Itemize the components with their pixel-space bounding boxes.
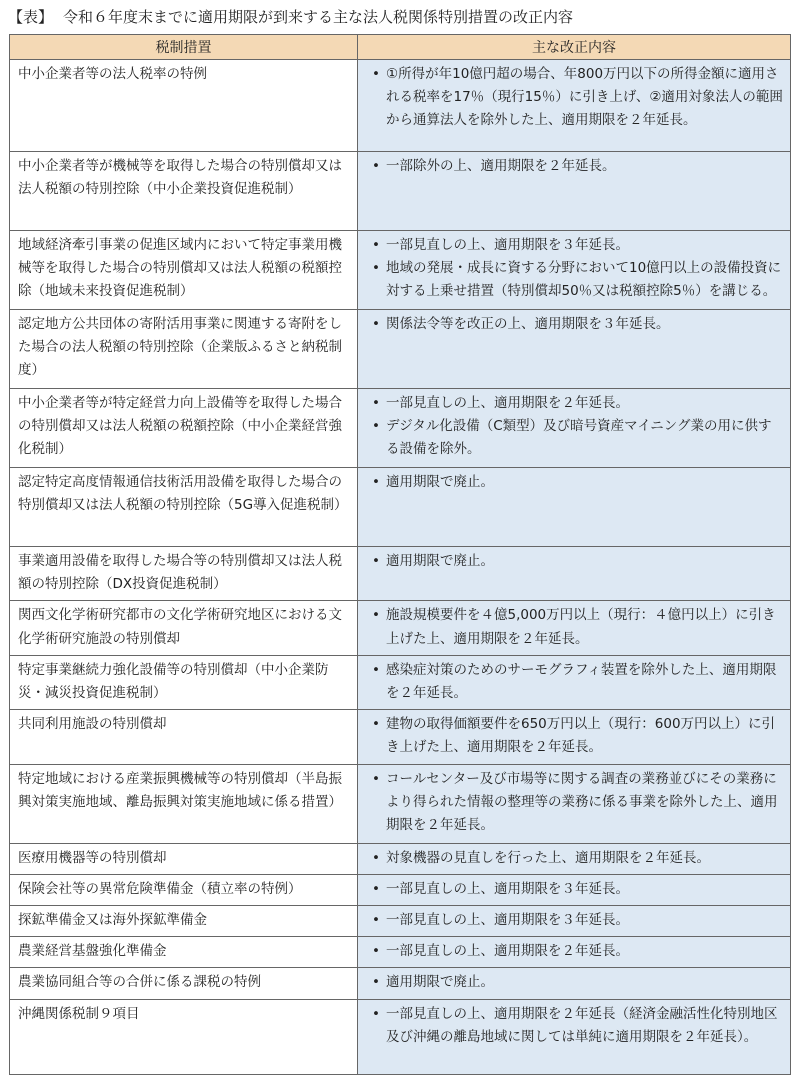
header-changes: 主な改正内容 — [358, 35, 791, 60]
tax-measures-table — [9, 34, 791, 1075]
changes-cell — [358, 655, 791, 709]
change-item: • 一部見直しの上、適用期限を２年延長（経済金融活性化特別地区及び沖縄の離島地域に関しては単純に適用期限を２年延長）。 — [372, 1003, 784, 1049]
measure-cell: 中小企業者等が特定経営力向上設備等を取得した場合の特別償却又は法人税額の税額控除（中小企業経営強化税制） — [10, 389, 358, 468]
change-item: • 一部見直しの上、適用期限を２年延長。 — [372, 392, 784, 415]
change-item: • 一部見直しの上、適用期限を３年延長。 — [372, 909, 784, 932]
changes-cell — [358, 152, 791, 231]
table-row — [10, 601, 791, 655]
table-row — [10, 655, 791, 709]
change-item: • 建物の取得価額要件を650万円以上（現行：600万円以上）に引き上げた上、適用期限を２年延長。 — [372, 713, 784, 759]
caption-title: 令和６年度末までに適用期限が到来する主な法人税関係特別措置の改正内容 — [63, 8, 574, 26]
table-body — [10, 60, 791, 1075]
table-row — [10, 310, 791, 389]
change-item: • 感染症対策のためのサーモグラフィ装置を除外した上、適用期限を２年延長。 — [372, 659, 784, 705]
changes-cell — [358, 968, 791, 999]
measure-cell: 地域経済牽引事業の促進区域内において特定事業用機械等を取得した場合の特別償却又は法人税額の税額控除（地域未来投資促進税制） — [10, 231, 358, 310]
table-row — [10, 389, 791, 468]
table-row — [10, 764, 791, 843]
table-row — [10, 468, 791, 547]
change-item: • デジタル化設備（C類型）及び暗号資産マイニング業の用に供する設備を除外。 — [372, 415, 784, 461]
changes-cell — [358, 710, 791, 764]
table-row — [10, 874, 791, 905]
table-row — [10, 547, 791, 601]
measure-cell: 医療用機器等の特別償却 — [10, 843, 358, 874]
change-item: • 一部除外の上、適用期限を２年延長。 — [372, 155, 784, 178]
changes-cell — [358, 231, 791, 310]
change-item: • 適用期限で廃止。 — [372, 471, 784, 494]
table-row — [10, 906, 791, 937]
changes-cell — [358, 999, 791, 1074]
change-item: • 一部見直しの上、適用期限を３年延長。 — [372, 234, 784, 257]
measure-cell: 認定特定高度情報通信技術活用設備を取得した場合の特別償却又は法人税額の特別控除（5G導入促進税制） — [10, 468, 358, 547]
measure-cell: 中小企業者等が機械等を取得した場合の特別償却又は法人税額の特別控除（中小企業投資促進税制） — [10, 152, 358, 231]
measure-cell: 農業経営基盤強化準備金 — [10, 937, 358, 968]
measure-cell: 探鉱準備金又は海外探鉱準備金 — [10, 906, 358, 937]
measure-cell: 認定地方公共団体の寄附活用事業に関連する寄附をした場合の法人税額の特別控除（企業版ふるさと納税制度） — [10, 310, 358, 389]
table-row — [10, 937, 791, 968]
table-row — [10, 843, 791, 874]
measure-cell: 中小企業者等の法人税率の特例 — [10, 60, 358, 152]
changes-cell — [358, 937, 791, 968]
change-item: • 適用期限で廃止。 — [372, 550, 784, 573]
caption-tag: 【表】 — [8, 8, 54, 26]
changes-cell — [358, 547, 791, 601]
change-item: • ①所得が年10億円超の場合、年800万円以下の所得金額に適用される税率を17％（現行15％）に引き上げ、②適用対象法人の範囲から通算法人を除外した上、適用期限を２年延長。 — [372, 63, 784, 133]
table-row — [10, 968, 791, 999]
change-item: • 一部見直しの上、適用期限を２年延長。 — [372, 940, 784, 963]
table-row — [10, 60, 791, 152]
table-row — [10, 152, 791, 231]
changes-cell — [358, 874, 791, 905]
change-item: • 施設規模要件を４億5,000万円以上（現行：４億円以上）に引き上げた上、適用期限を２年延長。 — [372, 604, 784, 650]
measure-cell: 保険会社等の異常危険準備金（積立率の特例） — [10, 874, 358, 905]
measure-cell: 事業適用設備を取得した場合等の特別償却又は法人税額の特別控除（DX投資促進税制） — [10, 547, 358, 601]
changes-cell — [358, 310, 791, 389]
change-item: • 一部見直しの上、適用期限を３年延長。 — [372, 878, 784, 901]
header-measure: 税制措置 — [10, 35, 358, 60]
change-item: • 対象機器の見直しを行った上、適用期限を２年延長。 — [372, 847, 784, 870]
change-item: • 関係法令等を改正の上、適用期限を３年延長。 — [372, 313, 784, 336]
changes-cell — [358, 468, 791, 547]
measure-cell: 農業協同組合等の合併に係る課税の特例 — [10, 968, 358, 999]
measure-cell: 沖縄関係税制９項目 — [10, 999, 358, 1074]
table-caption — [8, 7, 573, 27]
table-row — [10, 710, 791, 764]
change-item: • 地域の発展・成長に資する分野において10億円以上の設備投資に対する上乗せ措置（特別償却50％又は税額控除5％）を講じる。 — [372, 257, 784, 303]
changes-cell — [358, 843, 791, 874]
table-row — [10, 999, 791, 1074]
changes-cell — [358, 601, 791, 655]
table-header-row — [10, 35, 791, 60]
measure-cell: 関西文化学術研究都市の文化学術研究地区における文化学術研究施設の特別償却 — [10, 601, 358, 655]
measure-cell: 特定事業継続力強化設備等の特別償却（中小企業防災・減災投資促進税制） — [10, 655, 358, 709]
changes-cell — [358, 906, 791, 937]
table-row — [10, 231, 791, 310]
changes-cell — [358, 764, 791, 843]
measure-cell: 特定地域における産業振興機械等の特別償却（半島振興対策実施地域、離島振興対策実施地域に係る措置） — [10, 764, 358, 843]
changes-cell — [358, 60, 791, 152]
changes-cell — [358, 389, 791, 468]
measure-cell: 共同利用施設の特別償却 — [10, 710, 358, 764]
change-item: • コールセンター及び市場等に関する調査の業務並びにその業務により得られた情報の整理等の業務に係る事業を除外した上、適用期限を２年延長。 — [372, 768, 784, 838]
change-item: • 適用期限で廃止。 — [372, 971, 784, 994]
